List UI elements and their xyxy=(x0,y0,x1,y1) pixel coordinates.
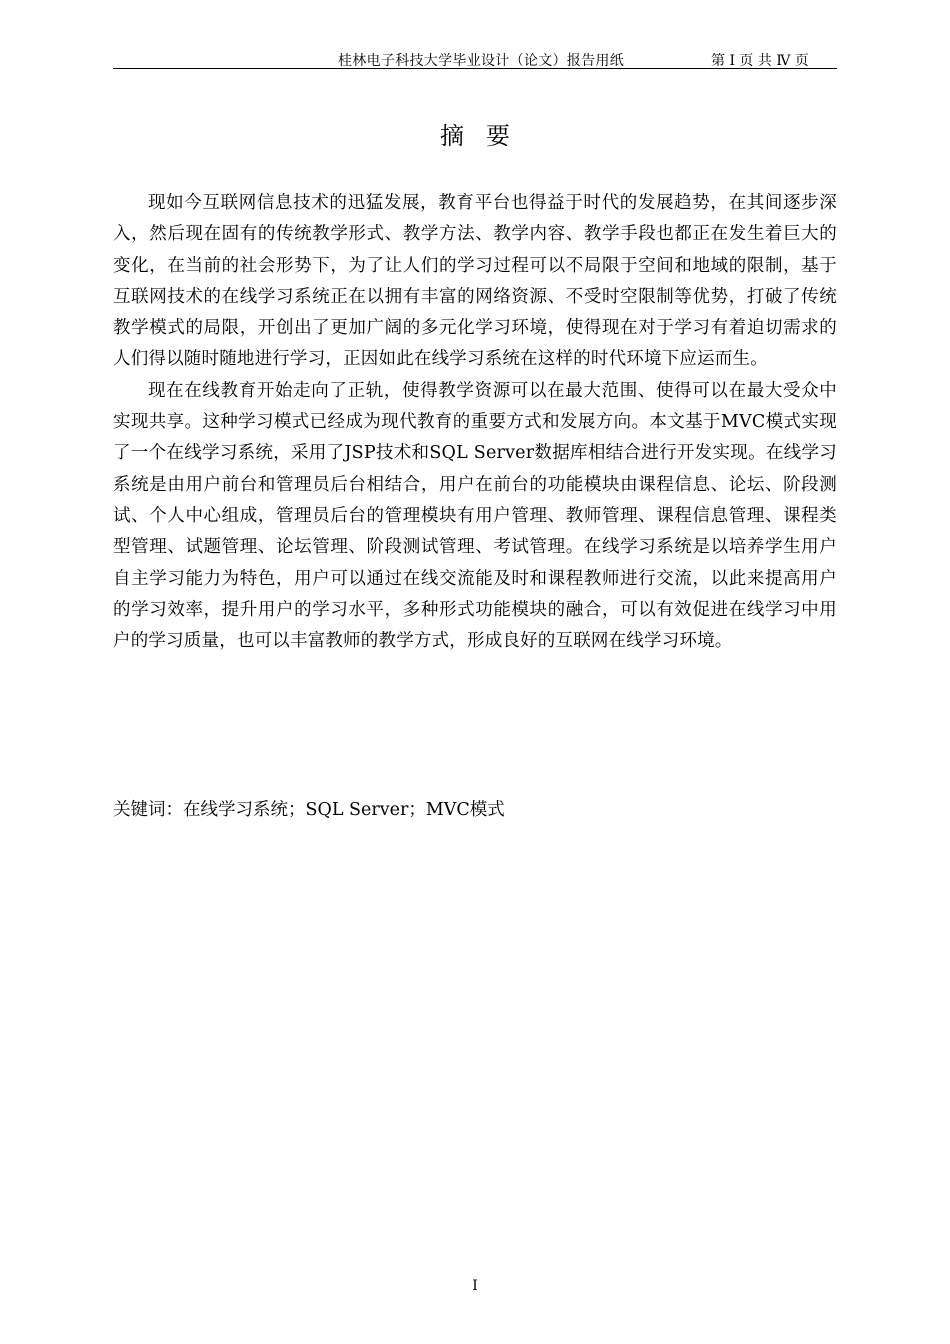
keywords-label: 关键词： xyxy=(113,800,183,820)
footer-page-number: I xyxy=(472,1278,478,1294)
header-school-title: 桂林电子科技大学毕业设计（论文）报告用纸 xyxy=(338,53,624,69)
keywords-line xyxy=(113,795,837,826)
abstract-title: 摘要 xyxy=(440,122,532,150)
abstract-paragraph-1: 现如今互联网信息技术的迅猛发展，教育平台也得益于时代的发展趋势，在其间逐步深入，然后现在固有的传统教学形式、教学方法、教学内容、教学手段也都正在发生着巨大的变化，在当前的社会形势下，为了让人们的学习过程可以不局限于空间和地域的限制，基于互联网技术的在线学习系统正在以拥有丰富的网络资源、不受时空限制等优势，打破了传统教学模式的局限，开创出了更加广阔的多元化学习环境，使得现在对于学习有着迫切需求的人们得以随时随地进行学习，正因如此在线学习系统在这样的时代环境下应运而生。 xyxy=(113,193,837,370)
page-header xyxy=(113,48,837,69)
abstract-body xyxy=(113,188,837,657)
keywords-value: 在线学习系统；SQL Server；MVC模式 xyxy=(183,800,505,820)
header-page-info: 第 I 页 共 Ⅳ 页 xyxy=(711,53,809,69)
abstract-paragraph-2: 现在在线教育开始走向了正轨，使得教学资源可以在最大范围、使得可以在最大受众中实现共享。这种学习模式已经成为现代教育的重要方式和发展方向。本文基于MVC模式实现了一个在线学习系统，采用了JSP技术和SQL Server数据库相结合进行开发实现。在线学习系统是由用户前台和管理员后台相结合，用户在前台的功能模块由课程信息、论坛、阶段测试、个人中心组成，管理员后台的管理模块有用户管理、教师管理、课程信息管理、课程类型管理、试题管理、论坛管理、阶段测试管理、考试管理。在线学习系统是以培养学生用户自主学习能力为特色，用户可以通过在线交流能及时和课程教师进行交流，以此来提高用户的学习效率，提升用户的学习水平，多种形式功能模块的融合，可以有效促进在线学习中用户的学习质量，也可以丰富教师的教学方式，形成良好的互联网在线学习环境。 xyxy=(113,380,837,652)
